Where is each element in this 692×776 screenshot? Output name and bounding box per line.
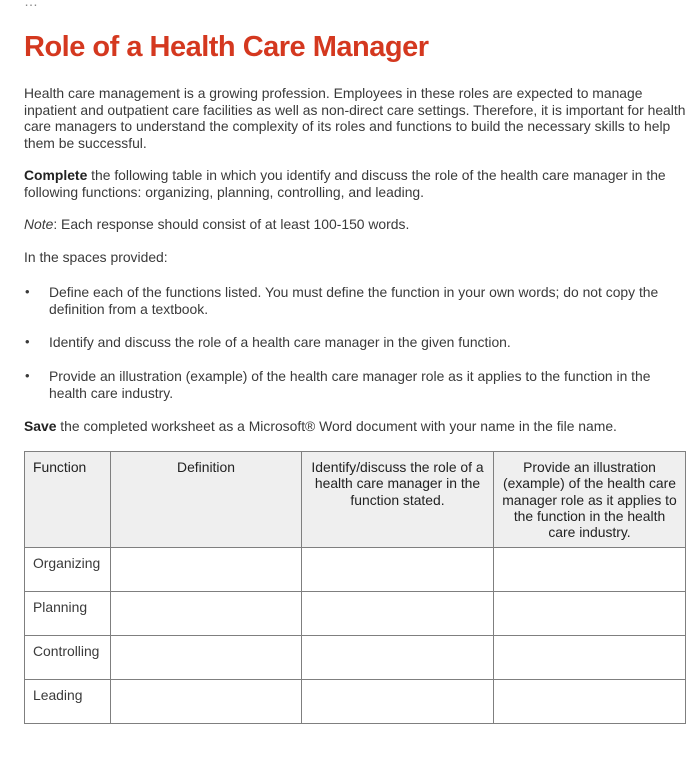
bullet-item bbox=[24, 334, 684, 351]
definition-cell[interactable] bbox=[111, 636, 302, 680]
function-cell: Organizing bbox=[25, 548, 111, 592]
header-role: Identify/discuss the role of a health care manager in the function stated. bbox=[302, 452, 494, 548]
definition-cell[interactable] bbox=[111, 592, 302, 636]
illustration-cell[interactable] bbox=[494, 636, 686, 680]
complete-text: the following table in which you identify and discuss the role of the health care manager in the following functions: organizing, planning, controlling, and leading. bbox=[24, 167, 666, 200]
illustration-cell[interactable] bbox=[494, 592, 686, 636]
table-row bbox=[25, 680, 686, 724]
role-cell[interactable] bbox=[302, 592, 494, 636]
bullet-marker: • bbox=[25, 284, 30, 299]
table-row bbox=[25, 548, 686, 592]
function-cell: Planning bbox=[25, 592, 111, 636]
note-text: : Each response should consist of at least 100-150 words. bbox=[53, 216, 410, 232]
bullet-item bbox=[24, 368, 684, 401]
bullet-text: Identify and discuss the role of a health care manager in the given function. bbox=[49, 334, 511, 350]
page-title: Role of a Health Care Manager bbox=[24, 31, 429, 63]
function-cell: Controlling bbox=[25, 636, 111, 680]
bullet-item bbox=[24, 284, 684, 317]
functions-table bbox=[24, 451, 686, 724]
bullet-text: Provide an illustration (example) of the health care manager role as it applies to the function in the health care industry. bbox=[49, 368, 651, 401]
intro-paragraph: Health care management is a growing profession. Employees in these roles are expected to manage inpatient and outpatient care facilities as well as non-direct care settings. Therefore, it is important for health care managers to understand the complexity of its roles and functions to build the necessary skills to help them be successful. bbox=[24, 85, 686, 151]
header-function: Function bbox=[25, 452, 111, 548]
header-definition: Definition bbox=[111, 452, 302, 548]
illustration-cell[interactable] bbox=[494, 680, 686, 724]
bullet-marker: • bbox=[25, 368, 30, 383]
definition-cell[interactable] bbox=[111, 548, 302, 592]
complete-instruction bbox=[24, 167, 688, 200]
definition-cell[interactable] bbox=[111, 680, 302, 724]
role-cell[interactable] bbox=[302, 680, 494, 724]
note-paragraph bbox=[24, 216, 688, 233]
table-header-row bbox=[25, 452, 686, 548]
bullet-marker: • bbox=[25, 334, 30, 349]
save-instruction bbox=[24, 418, 688, 435]
header-illustration: Provide an illustration (example) of the health care manager role as it applies to the function in the health care industry. bbox=[494, 452, 686, 548]
function-cell: Leading bbox=[25, 680, 111, 724]
role-cell[interactable] bbox=[302, 636, 494, 680]
page-fragment: … bbox=[24, 0, 38, 9]
table-row bbox=[25, 636, 686, 680]
spaces-intro: In the spaces provided: bbox=[24, 249, 168, 265]
note-label: Note bbox=[24, 216, 54, 232]
bullet-text: Define each of the functions listed. You must define the function in your own words; do not copy the definition from a textbook. bbox=[49, 284, 659, 317]
table-row bbox=[25, 592, 686, 636]
save-text: the completed worksheet as a Microsoft® Word document with your name in the file name. bbox=[56, 418, 617, 434]
save-label: Save bbox=[24, 418, 57, 434]
complete-label: Complete bbox=[24, 167, 88, 183]
role-cell[interactable] bbox=[302, 548, 494, 592]
illustration-cell[interactable] bbox=[494, 548, 686, 592]
